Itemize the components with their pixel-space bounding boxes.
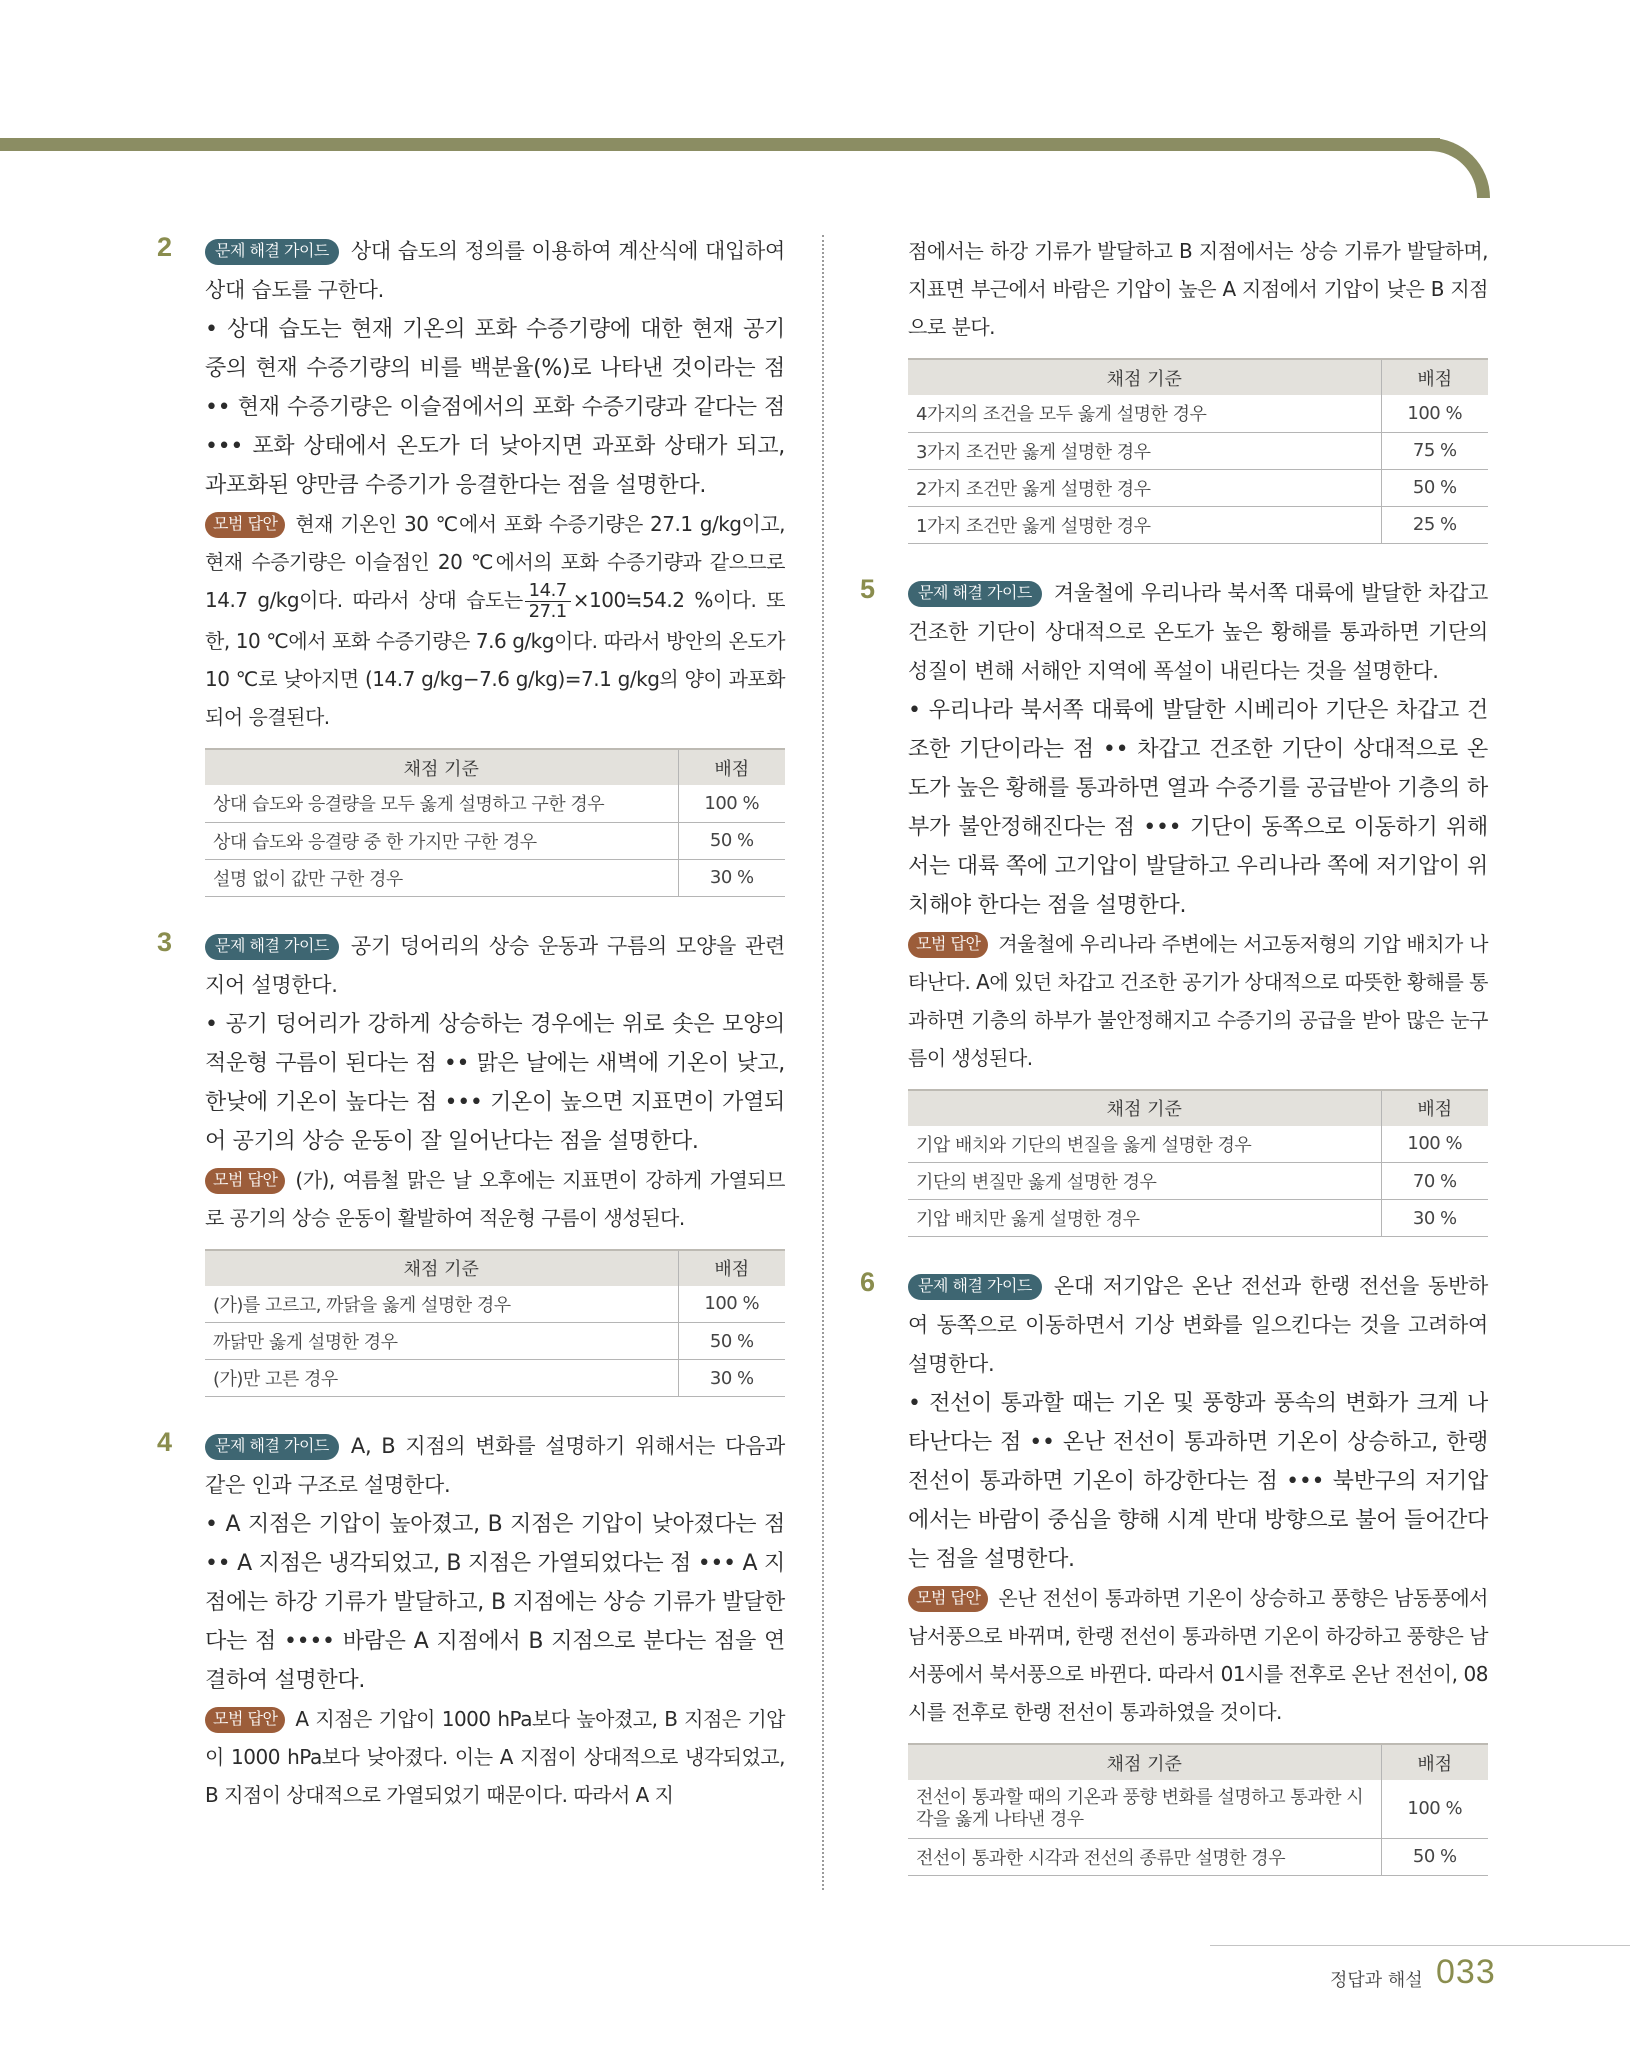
points-cell: 30 % [678, 1360, 785, 1397]
fraction-numerator: 14.7 [525, 581, 571, 602]
answer-text-a: 현재 기온인 30 ℃에서 포화 수증기량은 27.1 g/kg이고, 현재 수증기량은 이슬점인 20 ℃에서의 포화 수증기량과 같으므로 14.7 g/kg이다. 따라서 상대 습도는 [205, 512, 785, 612]
scoring-table [205, 748, 785, 897]
answer-badge: 모범 답안 [205, 1707, 285, 1733]
table-row [908, 1200, 1488, 1237]
explanation-text: • 우리나라 북서쪽 대륙에 발달한 시베리아 기단은 차갑고 건조한 기단이라는 점 •• 차갑고 건조한 기단이 상대적으로 온도가 높은 황해를 통과하면 열과 수증기를 공급받아 기층의 하부가 불안정해진다는 점 ••• 기단이 동쪽으로 이동하기 위해서는 대륙 쪽에 고기압이 발달하고 우리나라 쪽에 저기압이 위치해야 한다는 점을 설명한다. [908, 697, 1488, 918]
table-row [908, 1780, 1488, 1838]
table-row [908, 432, 1488, 469]
points-cell: 50 % [1381, 1838, 1488, 1875]
problem-2 [157, 232, 785, 897]
table-row [205, 1323, 785, 1360]
problem-number: 2 [157, 232, 173, 262]
problem-number: 4 [157, 1427, 173, 1457]
criteria-cell: 전선이 통과할 때의 기온과 풍향 변화를 설명하고 통과한 시각을 옳게 나타낸 경우 [908, 1780, 1381, 1838]
model-answer [205, 1161, 785, 1237]
explanation-text: • 상대 습도는 현재 기온의 포화 수증기량에 대한 현재 공기 중의 현재 수증기량의 비를 백분율(%)로 나타낸 것이라는 점 •• 현재 수증기량은 이슬점에서의 포화 수증기량과 같다는 점 ••• 포화 상태에서 온도가 더 낮아지면 과포화 상태가 되고, 과포화된 양만큼 수증기가 응결한다는 점을 설명한다. [205, 317, 785, 498]
table-row [205, 822, 785, 859]
model-answer [908, 925, 1488, 1077]
criteria-header: 채점 기준 [205, 1250, 678, 1286]
points-cell: 100 % [678, 1286, 785, 1323]
table-row [908, 469, 1488, 506]
guide-badge: 문제 해결 가이드 [205, 1434, 339, 1460]
model-answer [205, 505, 785, 736]
guide-paragraph [205, 927, 785, 1005]
points-cell: 100 % [678, 785, 785, 822]
criteria-header: 채점 기준 [908, 1090, 1381, 1126]
table-row [205, 1360, 785, 1397]
answer-text-b: ×100≒54.2 %이다. 또한, 10 ℃에서 포화 수증기량은 7.6 g/kg이다. 따라서 방안의 온도가 10 ℃로 낮아지면 (14.7 g/kg−7.6 g/kg)=7.1 g/kg의 양이 과포화되어 응결된다. [205, 588, 785, 729]
guide-text: A, B 지점의 변화를 설명하기 위해서는 다음과 같은 인과 구조로 설명한다. [205, 1434, 785, 1497]
problem-number: 3 [157, 926, 173, 957]
guide-badge: 문제 해결 가이드 [205, 239, 339, 265]
guide-text: 온대 저기압은 온난 전선과 한랭 전선을 동반하여 동쪽으로 이동하면서 기상 변화를 일으킨다는 것을 고려하여 설명한다. [908, 1274, 1488, 1376]
problem-4 [157, 1427, 785, 1814]
scoring-table [908, 1089, 1488, 1238]
guide-paragraph [908, 574, 1488, 691]
page-number: 033 [1436, 1953, 1496, 1991]
points-cell: 30 % [1381, 1200, 1488, 1237]
answer-badge: 모범 답안 [205, 1168, 285, 1194]
answer-text: 온난 전선이 통과하면 기온이 상승하고 풍향은 남동풍에서 남서풍으로 바뀌며, 한랭 전선이 통과하면 기온이 하강하고 풍향은 남서풍에서 북서풍으로 바뀐다. 따라서 01시를 전후로 온난 전선이, 08시를 전후로 한랭 전선이 통과하였을 것이다. [908, 1586, 1488, 1724]
explanation-text: • 공기 덩어리가 강하게 상승하는 경우에는 위로 솟은 모양의 적운형 구름이 된다는 점 •• 맑은 날에는 새벽에 기온이 낮고, 한낮에 기온이 높다는 점 ••• 기온이 높으면 지표면이 가열되어 공기의 상승 운동이 잘 일어난다는 점을 설명한다. [205, 1011, 785, 1154]
criteria-cell: 상대 습도와 응결량 중 한 가지만 구한 경우 [205, 822, 678, 859]
guide-paragraph [205, 232, 785, 310]
guide-paragraph [908, 1267, 1488, 1384]
criteria-cell: 기압 배치만 옳게 설명한 경우 [908, 1200, 1381, 1237]
points-cell: 25 % [1381, 506, 1488, 543]
problem-number: 5 [860, 573, 876, 604]
fraction-denominator: 27.1 [528, 601, 567, 622]
scoring-table [205, 1249, 785, 1398]
header-band [0, 0, 1630, 160]
points-cell: 100 % [1381, 1126, 1488, 1163]
table-row [205, 859, 785, 896]
table-row [908, 395, 1488, 432]
points-cell: 50 % [1381, 469, 1488, 506]
header-rule [0, 138, 1440, 151]
table-row [908, 1126, 1488, 1163]
table-row [205, 1286, 785, 1323]
problem-4-continued [908, 232, 1488, 544]
problem-5 [860, 573, 1488, 1238]
points-header: 배점 [678, 1250, 785, 1286]
criteria-cell: (가)만 고른 경우 [205, 1360, 678, 1397]
criteria-cell: 4가지의 조건을 모두 옳게 설명한 경우 [908, 395, 1381, 432]
answer-badge: 모범 답안 [205, 512, 285, 538]
points-header: 배점 [1381, 1090, 1488, 1126]
scoring-table [908, 1743, 1488, 1876]
criteria-cell: (가)를 고르고, 까닭을 옳게 설명한 경우 [205, 1286, 678, 1323]
answer-badge: 모범 답안 [908, 932, 988, 958]
points-cell: 100 % [1381, 395, 1488, 432]
guide-paragraph [205, 1427, 785, 1505]
criteria-header: 채점 기준 [908, 1744, 1381, 1780]
guide-badge: 문제 해결 가이드 [908, 581, 1042, 607]
table-row [205, 785, 785, 822]
model-answer [205, 1700, 785, 1814]
criteria-cell: 상대 습도와 응결량을 모두 옳게 설명하고 구한 경우 [205, 785, 678, 822]
guide-badge: 문제 해결 가이드 [908, 1274, 1042, 1300]
guide-text: 겨울철에 우리나라 북서쪽 대륙에 발달한 차갑고 건조한 기단이 상대적으로 온도가 높은 황해를 통과하면 기단의 성질이 변해 서해안 지역에 폭설이 내린다는 것을 설명한다. [908, 580, 1488, 683]
column-divider [822, 235, 824, 1890]
explanation-text: • A 지점은 기압이 높아졌고, B 지점은 기압이 낮아졌다는 점 •• A 지점은 냉각되었고, B 지점은 가열되었다는 점 ••• A 지점에는 하강 기류가 발달하고, B 지점에는 상승 기류가 발달한다는 점 •••• 바람은 A 지점에서 B 지점으로 분다는 점을 연결하여 설명한다. [205, 1512, 785, 1693]
points-cell: 70 % [1381, 1163, 1488, 1200]
answer-text: (가), 여름철 맑은 날 오후에는 지표면이 강하게 가열되므로 공기의 상승 운동이 활발하여 적운형 구름이 생성된다. [205, 1167, 785, 1230]
scoring-table [908, 358, 1488, 544]
model-answer-continued: 점에서는 하강 기류가 발달하고 B 지점에서는 상승 기류가 발달하며, 지표면 부근에서 바람은 기압이 높은 A 지점에서 기압이 낮은 B 지점으로 분다. [908, 239, 1488, 339]
left-column [157, 232, 785, 1844]
criteria-cell: 2가지 조건만 옳게 설명한 경우 [908, 469, 1381, 506]
problem-number: 6 [860, 1267, 876, 1297]
guide-badge: 문제 해결 가이드 [205, 934, 339, 960]
criteria-header: 채점 기준 [205, 749, 678, 785]
right-column [860, 232, 1488, 1906]
answer-text: A 지점은 기압이 1000 hPa보다 높아졌고, B 지점은 기압이 1000 hPa보다 낮아졌다. 이는 A 지점이 상대적으로 냉각되었고, B 지점이 상대적으로 가열되었기 때문이다. 따라서 A 지 [205, 1707, 785, 1807]
criteria-cell: 전선이 통과한 시각과 전선의 종류만 설명한 경우 [908, 1838, 1381, 1875]
points-cell: 75 % [1381, 432, 1488, 469]
points-header: 배점 [1381, 359, 1488, 395]
criteria-cell: 기단의 변질만 옳게 설명한 경우 [908, 1163, 1381, 1200]
fraction [525, 581, 571, 622]
points-cell: 30 % [678, 859, 785, 896]
points-cell: 50 % [678, 1323, 785, 1360]
criteria-cell: 1가지 조건만 옳게 설명한 경우 [908, 506, 1381, 543]
guide-text: 상대 습도의 정의를 이용하여 계산식에 대입하여 상대 습도를 구한다. [205, 239, 785, 302]
points-header: 배점 [1381, 1744, 1488, 1780]
footer-section-label: 정답과 해설 [1330, 1970, 1423, 1991]
table-row [908, 1163, 1488, 1200]
table-row [908, 506, 1488, 543]
model-answer [908, 1579, 1488, 1731]
points-cell: 50 % [678, 822, 785, 859]
criteria-cell: 까닭만 옳게 설명한 경우 [205, 1323, 678, 1360]
answer-badge: 모범 답안 [908, 1586, 988, 1612]
problem-6 [860, 1267, 1488, 1876]
table-row [908, 1838, 1488, 1875]
answer-text: 겨울철에 우리나라 주변에는 서고동저형의 기압 배치가 나타난다. A에 있던 차갑고 건조한 공기가 상대적으로 따뜻한 황해를 통과하면 기층의 하부가 불안정해지고 수증기의 공급을 받아 많은 눈구름이 생성된다. [908, 931, 1488, 1070]
criteria-header: 채점 기준 [908, 359, 1381, 395]
guide-text: 공기 덩어리의 상승 운동과 구름의 모양을 관련 지어 설명한다. [205, 933, 785, 997]
footer-rule [1210, 1945, 1630, 1946]
criteria-cell: 설명 없이 값만 구한 경우 [205, 859, 678, 896]
points-cell: 100 % [1381, 1780, 1488, 1838]
problem-3 [157, 926, 785, 1398]
criteria-cell: 기압 배치와 기단의 변질을 옳게 설명한 경우 [908, 1126, 1381, 1163]
explanation-text: • 전선이 통과할 때는 기온 및 풍향과 풍속의 변화가 크게 나타난다는 점 •• 온난 전선이 통과하면 기온이 상승하고, 한랭 전선이 통과하면 기온이 하강한다는 점 ••• 북반구의 저기압에서는 바람이 중심을 향해 시계 반대 방향으로 불어 들어간다는 점을 설명한다. [908, 1391, 1488, 1572]
criteria-cell: 3가지 조건만 옳게 설명한 경우 [908, 432, 1381, 469]
points-header: 배점 [678, 749, 785, 785]
